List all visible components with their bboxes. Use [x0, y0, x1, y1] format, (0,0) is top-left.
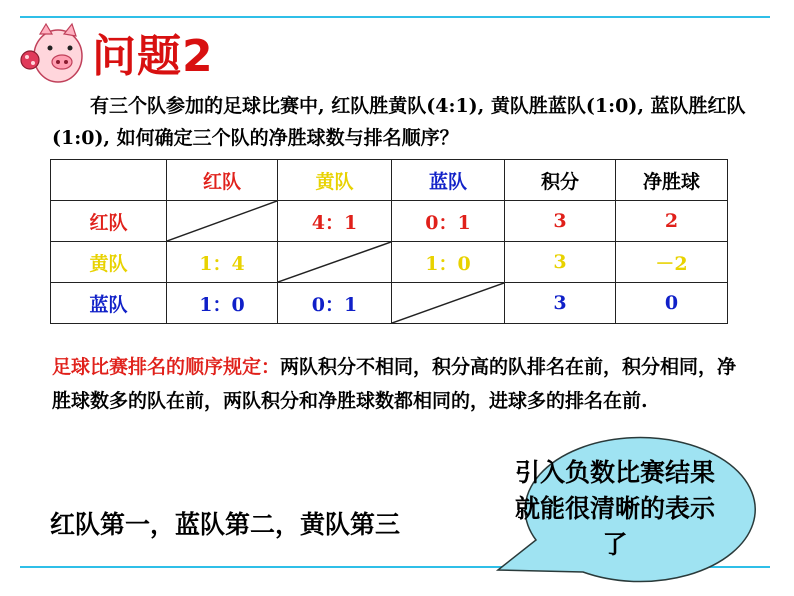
table-header-cell: 净胜球	[616, 160, 728, 201]
score-value: 1：0	[425, 252, 471, 275]
goal-diff-cell: －2	[616, 242, 728, 283]
team-name-cell: 红队	[51, 201, 167, 242]
top-rule	[20, 16, 770, 18]
pig-mascot-icon	[18, 18, 90, 88]
score-cell	[392, 201, 505, 242]
score-value: 0：1	[311, 293, 358, 316]
table-header-cell	[51, 160, 167, 201]
ranking-rules-label: 足球比赛排名的顺序规定：	[52, 356, 281, 378]
table-row	[51, 242, 728, 283]
table-header-cell: 积分	[505, 160, 616, 201]
slide-title: 问题2	[92, 31, 214, 82]
score-cell	[167, 283, 278, 324]
score-cell	[278, 283, 392, 324]
points-cell: 3	[505, 283, 616, 324]
team-name-cell: 黄队	[51, 242, 167, 283]
ranking-rules	[52, 350, 752, 418]
callout-text: 引入负数比赛结果就能很清晰的表示了	[515, 458, 716, 559]
table-header-row	[51, 160, 728, 201]
score-value: 1：4	[199, 252, 245, 275]
goal-diff-cell: 2	[616, 201, 728, 242]
score-value: 0：1	[425, 211, 471, 234]
score-value: 4：1	[311, 211, 358, 234]
score-value: 1：0	[199, 293, 245, 316]
problem-text: 有三个队参加的足球比赛中, 红队胜黄队(4:1), 黄队胜蓝队(1:0), 蓝队胜红队(1:0), 如何确定三个队的净胜球数与排名顺序？	[52, 95, 746, 149]
team-name-cell: 蓝队	[51, 283, 167, 324]
diagonal-cell	[278, 242, 392, 283]
goal-diff-cell: 0	[616, 283, 728, 324]
table-header-cell: 黄队	[278, 160, 392, 201]
points-cell: 3	[505, 242, 616, 283]
points-cell: 3	[505, 201, 616, 242]
table-header-cell: 红队	[167, 160, 278, 201]
table-row	[51, 201, 728, 242]
diagonal-cell	[392, 283, 505, 324]
ranking-conclusion: 红队第一，蓝队第二，黄队第三	[50, 510, 401, 539]
ranking-rules-text: 两队积分不相同，积分高的队排名在前，积分相同，净胜球数多的队在前，两队积分和净胜球数都相同的，进球多的排名在前.	[52, 356, 737, 412]
score-cell	[167, 242, 278, 283]
diagonal-cell	[167, 201, 278, 242]
score-cell	[392, 242, 505, 283]
score-cell	[278, 201, 392, 242]
table-header-cell: 蓝队	[392, 160, 505, 201]
results-table	[50, 159, 728, 324]
table-row	[51, 283, 728, 324]
